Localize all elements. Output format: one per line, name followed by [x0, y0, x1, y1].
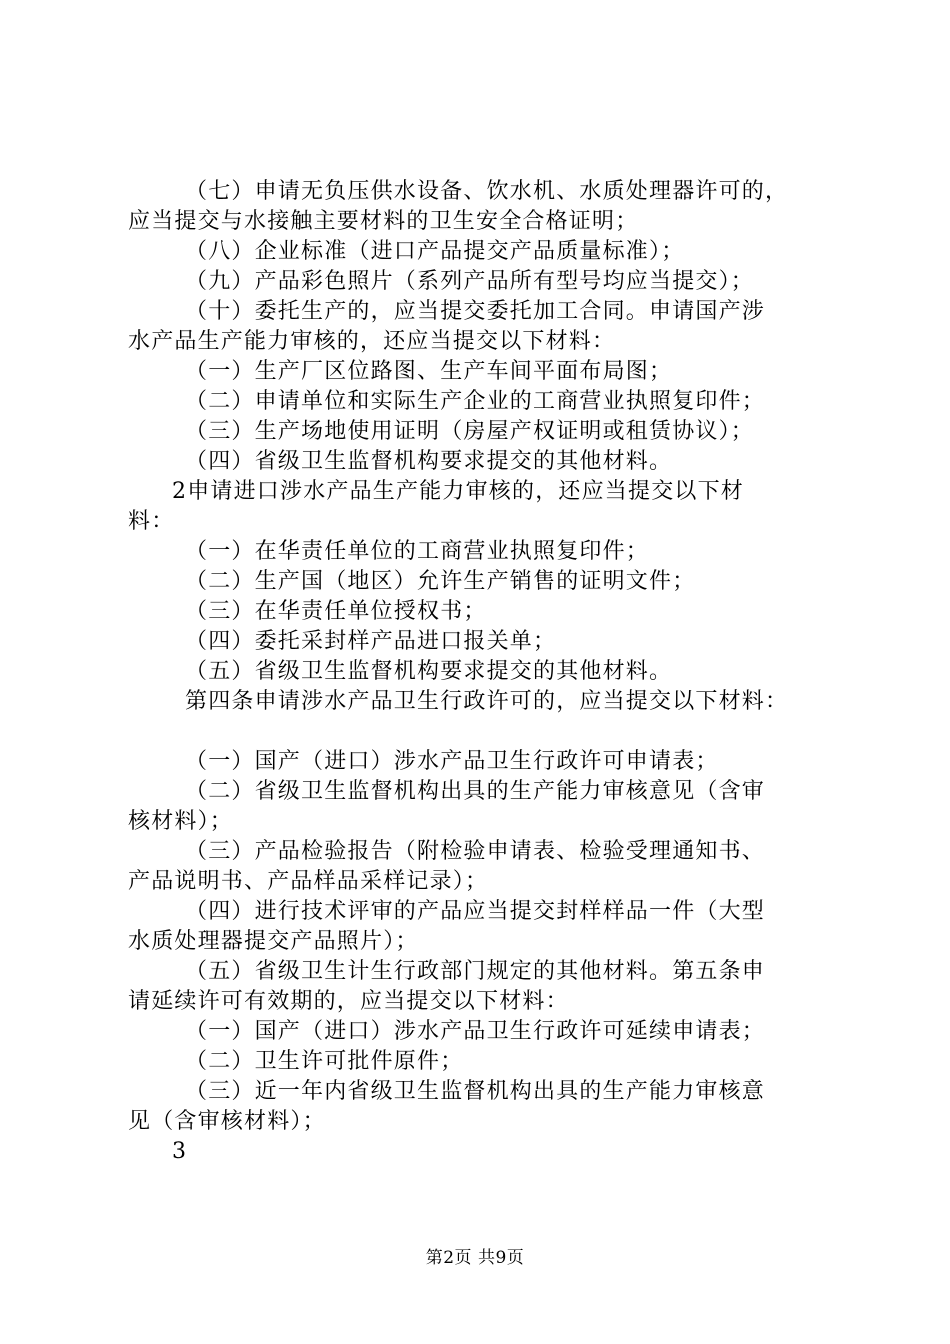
text-line: （一）在华责任单位的工商营业执照复印件；: [185, 539, 650, 564]
text-line: （一）生产厂区位路图、生产车间平面布局图；: [185, 359, 673, 384]
text-line: （五）省级卫生监督机构要求提交的其他材料。: [185, 659, 673, 684]
text-line: 见（含审核材料）；: [128, 1109, 326, 1134]
text-line: 请延续许可有效期的，应当提交以下材料：: [128, 989, 569, 1014]
text-line: （三）生产场地使用证明（房屋产权证明或租赁协议）；: [185, 419, 755, 444]
text-line: 料：: [128, 509, 175, 534]
text-line: （三）近一年内省级卫生监督机构出具的生产能力审核意: [185, 1079, 766, 1104]
text-line: （二）省级卫生监督机构出具的生产能力审核意见（含审: [185, 779, 766, 804]
text-line: （二）申请单位和实际生产企业的工商营业执照复印件；: [185, 389, 766, 414]
text-line: （四）委托采封样产品进口报关单；: [185, 629, 557, 654]
text-line: （一）国产（进口）涉水产品卫生行政许可申请表；: [185, 749, 719, 774]
text-line: 应当提交与水接触主要材料的卫生安全合格证明；: [128, 209, 639, 234]
text-line: （三）产品检验报告（附检验申请表、检验受理通知书、: [185, 839, 766, 864]
text-line: （九）产品彩色照片（系列产品所有型号均应当提交）；: [185, 269, 755, 294]
text-line: 2申请进口涉水产品生产能力审核的，还应当提交以下材: [172, 479, 744, 504]
document-body: [128, 177, 833, 1167]
text-line: 产品说明书、产品样品采样记录）；: [128, 869, 489, 894]
page-footer: 第2页 共9页: [425, 1248, 525, 1268]
text-line: 核材料）；: [128, 809, 234, 834]
text-line: 水质处理器提交产品照片）；: [128, 929, 419, 954]
text-line: 3: [172, 1139, 188, 1164]
text-line: （五）省级卫生计生行政部门规定的其他材料。第五条申: [185, 959, 766, 984]
text-line: （二）卫生许可批件原件；: [185, 1049, 464, 1074]
text-line: （三）在华责任单位授权书；: [185, 599, 487, 624]
blank-line: [128, 717, 833, 747]
text-line: （七）申请无负压供水设备、饮水机、水质处理器许可的，: [185, 179, 789, 204]
text-line: （一）国产（进口）涉水产品卫生行政许可延续申请表；: [185, 1019, 766, 1044]
text-line: （八）企业标准（进口产品提交产品质量标准）；: [185, 239, 685, 264]
text-line: （二）生产国（地区）允许生产销售的证明文件；: [185, 569, 696, 594]
text-line: 水产品生产能力审核的，还应当提交以下材料：: [128, 329, 616, 354]
text-line: （十）委托生产的，应当提交委托加工合同。申请国产涉: [185, 299, 766, 324]
text-line: 第四条申请涉水产品卫生行政许可的，应当提交以下材料：: [185, 689, 789, 714]
text-line: （四）省级卫生监督机构要求提交的其他材料。: [185, 449, 673, 474]
text-line: （四）进行技术评审的产品应当提交封样样品一件（大型: [185, 899, 766, 924]
